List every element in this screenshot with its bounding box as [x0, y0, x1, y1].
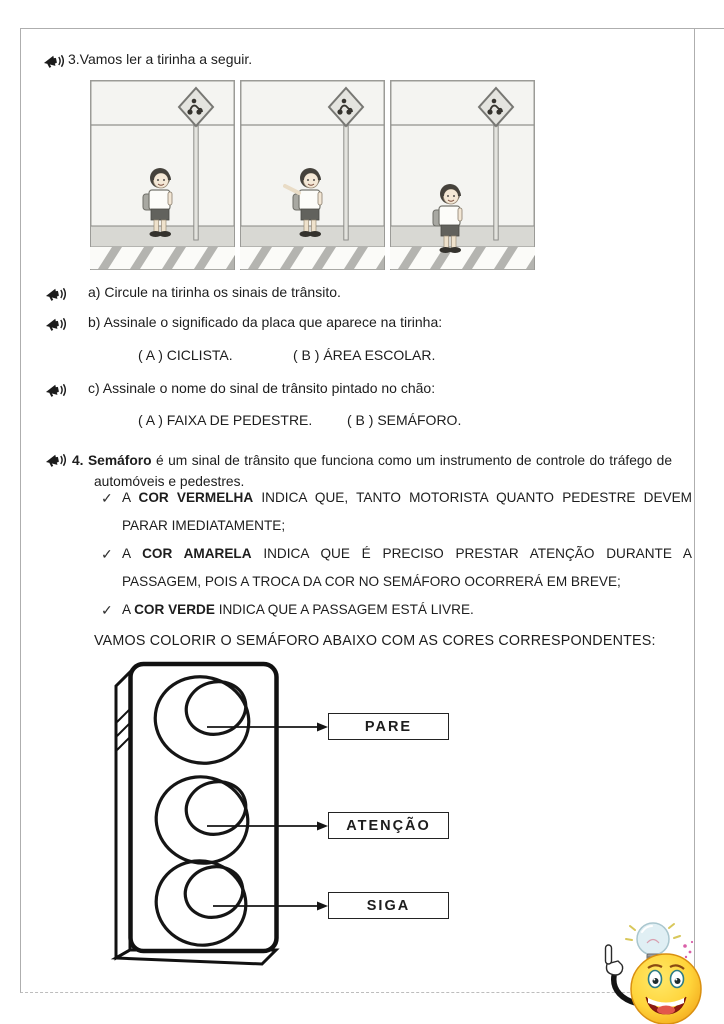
question-b-option-b: ( B ) ÁREA ESCOLAR. — [293, 347, 436, 363]
megaphone-icon — [44, 286, 67, 302]
check-icon: ✓ — [101, 602, 113, 618]
megaphone-icon — [42, 53, 65, 69]
bullet-yellow-pre: A — [122, 546, 143, 561]
item4-intro-rest: é um sinal de trânsito que funciona como um instrumento de controle do tráfego de automóveis e pedestres. — [94, 453, 672, 489]
question-a-row — [44, 284, 341, 302]
megaphone-icon — [44, 452, 67, 468]
bullet-red-bold: COR VERMELHA — [138, 490, 254, 505]
question-a-text: a) Circule na tirinha os sinais de trânsito. — [88, 284, 341, 300]
pointing-hand-icon — [606, 945, 623, 975]
check-icon: ✓ — [101, 546, 113, 562]
comic-strip — [90, 80, 535, 270]
comic-panel-3 — [390, 80, 535, 270]
item4-bullets — [100, 484, 692, 624]
bullet-yellow-bold: COR AMARELA — [142, 546, 252, 561]
traffic-light-body — [131, 664, 277, 951]
bullet-yellow — [100, 540, 692, 596]
item4-number: 4. — [72, 453, 84, 468]
megaphone-icon — [44, 316, 67, 332]
question-b-text: b) Assinale o significado da placa que aparece na tirinha: — [88, 314, 443, 330]
bullet-red — [100, 484, 692, 540]
question-b-option-a: ( A ) CICLISTA. — [138, 347, 233, 363]
bullet-green — [100, 596, 692, 624]
page-border-top-extension — [695, 28, 724, 29]
item3-title: 3.Vamos ler a tirinha a seguir. — [68, 51, 253, 67]
smiley-face — [631, 954, 701, 1024]
label-box-atencao: ATENÇÃO — [328, 812, 449, 839]
coloring-instruction: VAMOS COLORIR O SEMÁFORO ABAIXO COM AS CORES CORRESPONDENTES: — [94, 633, 656, 649]
question-c-options — [138, 412, 461, 428]
smiley-lightbulb-mascot — [592, 912, 724, 1024]
bullet-green-rest: INDICA QUE A PASSAGEM ESTÁ LIVRE. — [214, 602, 474, 617]
label-box-siga: SIGA — [328, 892, 449, 919]
comic-panel-1 — [90, 80, 235, 270]
bullet-red-pre: A — [122, 490, 139, 505]
bullet-yellow-rest: INDICA QUE É PRECISO PRESTAR ATENÇÃO DURANTE A PASSAGEM, POIS A TROCA DA COR NO SEMÁFORO OCORRERÁ EM BREVE; — [122, 546, 693, 589]
bullet-green-pre: A — [122, 602, 135, 617]
question-b-row — [44, 314, 442, 332]
question-c-row — [44, 380, 435, 398]
check-icon: ✓ — [101, 490, 113, 506]
confetti-dots — [683, 941, 693, 958]
item4-bold-lead: Semáforo — [87, 453, 152, 468]
question-c-text: c) Assinale o nome do sinal de trânsito pintado no chão: — [88, 380, 436, 396]
item3-row — [42, 51, 252, 69]
question-c-option-a: ( A ) FAIXA DE PEDESTRE. — [138, 412, 313, 428]
question-b-options — [138, 347, 435, 363]
label-box-pare: PARE — [328, 713, 449, 740]
megaphone-icon — [44, 382, 67, 398]
bullet-red-rest: INDICA QUE, TANTO MOTORISTA QUANTO PEDESTRE DEVEM PARAR IMEDIATAMENTE; — [122, 490, 692, 533]
comic-panel-2 — [240, 80, 385, 270]
bullet-green-bold: COR VERDE — [134, 602, 215, 617]
question-c-option-b: ( B ) SEMÁFORO. — [347, 412, 462, 428]
